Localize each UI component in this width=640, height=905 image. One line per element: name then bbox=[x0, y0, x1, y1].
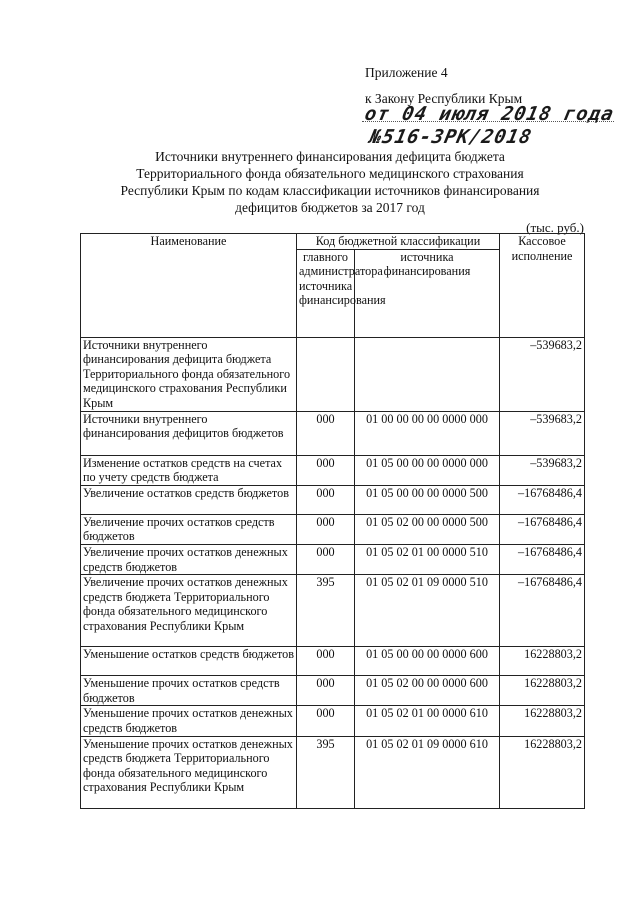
row-admin-code: 000 bbox=[297, 411, 355, 455]
table-row bbox=[81, 485, 585, 514]
table-row bbox=[81, 575, 585, 647]
table-row bbox=[81, 647, 585, 676]
row-amount: –539683,2 bbox=[500, 337, 585, 411]
table-row bbox=[81, 514, 585, 544]
row-admin-code: 000 bbox=[297, 455, 355, 485]
row-admin-code: 000 bbox=[297, 544, 355, 574]
row-admin-code: 000 bbox=[297, 647, 355, 676]
row-name: Уменьшение остатков средств бюджетов bbox=[81, 647, 297, 676]
handwritten-date: от 04 июля 2018 года bbox=[362, 103, 617, 125]
header-name: Наименование bbox=[81, 234, 297, 338]
header-amount: Кассовое исполнение bbox=[500, 234, 585, 338]
row-source-code: 01 00 00 00 00 0000 000 bbox=[355, 411, 500, 455]
row-amount: –539683,2 bbox=[500, 455, 585, 485]
table-row bbox=[81, 455, 585, 485]
row-source-code: 01 05 00 00 00 0000 000 bbox=[355, 455, 500, 485]
row-admin-code: 000 bbox=[297, 676, 355, 706]
row-source-code: 01 05 02 01 09 0000 510 bbox=[355, 575, 500, 647]
header-admin-code: главного администратора источника финансирования bbox=[297, 249, 355, 337]
row-name: Уменьшение прочих остатков денежных средств бюджета Территориального фонда обязательного медицинского страхования Республики Крым bbox=[81, 736, 297, 808]
row-admin-code bbox=[297, 337, 355, 411]
row-admin-code: 395 bbox=[297, 736, 355, 808]
row-amount: –16768486,4 bbox=[500, 544, 585, 574]
appendix-number: Приложение 4 bbox=[365, 65, 448, 80]
row-source-code: 01 05 02 01 00 0000 610 bbox=[355, 706, 500, 736]
financing-sources-table bbox=[80, 233, 585, 809]
row-amount: –16768486,4 bbox=[500, 575, 585, 647]
row-source-code: 01 05 02 01 09 0000 610 bbox=[355, 736, 500, 808]
row-name: Источники внутреннего финансирования дефицитов бюджетов bbox=[81, 411, 297, 455]
appendix-law-reference: к Закону Республики Крым bbox=[365, 91, 523, 106]
row-name: Источники внутреннего финансирования дефицита бюджета Территориального фонда обязательного медицинского страхования Республики Крым bbox=[81, 337, 297, 411]
table-row bbox=[81, 337, 585, 411]
row-name: Уменьшение прочих остатков денежных средств бюджетов bbox=[81, 706, 297, 736]
table-row bbox=[81, 736, 585, 808]
row-amount: –16768486,4 bbox=[500, 485, 585, 514]
row-amount: –539683,2 bbox=[500, 411, 585, 455]
handwritten-law-number: №516-ЗРК/2018 bbox=[367, 126, 535, 148]
row-source-code: 01 05 02 00 00 0000 600 bbox=[355, 676, 500, 706]
row-name: Увеличение прочих остатков денежных средств бюджета Территориального фонда обязательного медицинского страхования Республики Крым bbox=[81, 575, 297, 647]
table-row bbox=[81, 676, 585, 706]
units-label: (тыс. руб.) bbox=[526, 220, 584, 235]
row-name: Изменение остатков средств на счетах по учету средств бюджета bbox=[81, 455, 297, 485]
row-admin-code: 000 bbox=[297, 706, 355, 736]
row-name: Уменьшение прочих остатков средств бюджетов bbox=[81, 676, 297, 706]
title-line: Территориального фонда обязательного медицинского страхования bbox=[136, 166, 524, 181]
table-row bbox=[81, 706, 585, 736]
row-source-code bbox=[355, 337, 500, 411]
row-source-code: 01 05 02 01 00 0000 510 bbox=[355, 544, 500, 574]
row-amount: 16228803,2 bbox=[500, 676, 585, 706]
document-title bbox=[60, 148, 600, 216]
table-row bbox=[81, 411, 585, 455]
table-row bbox=[81, 544, 585, 574]
title-line: Республики Крым по кодам классификации источников финансирования bbox=[120, 183, 540, 198]
row-name: Увеличение прочих остатков средств бюджетов bbox=[81, 514, 297, 544]
row-amount: –16768486,4 bbox=[500, 514, 585, 544]
title-line: Источники внутреннего финансирования дефицита бюджета bbox=[155, 149, 505, 164]
title-line: дефицитов бюджетов за 2017 год bbox=[235, 200, 425, 215]
handwritten-underline bbox=[362, 121, 614, 123]
row-source-code: 01 05 00 00 00 0000 500 bbox=[355, 485, 500, 514]
row-amount: 16228803,2 bbox=[500, 647, 585, 676]
row-amount: 16228803,2 bbox=[500, 736, 585, 808]
header-code-group: Код бюджетной классификации bbox=[297, 234, 500, 250]
row-name: Увеличение прочих остатков денежных средств бюджетов bbox=[81, 544, 297, 574]
row-admin-code: 395 bbox=[297, 575, 355, 647]
row-admin-code: 000 bbox=[297, 514, 355, 544]
row-source-code: 01 05 00 00 00 0000 600 bbox=[355, 647, 500, 676]
table-body bbox=[81, 337, 585, 808]
row-name: Увеличение остатков средств бюджетов bbox=[81, 485, 297, 514]
header-source-code: источника финансирования bbox=[355, 249, 500, 337]
row-amount: 16228803,2 bbox=[500, 706, 585, 736]
row-admin-code: 000 bbox=[297, 485, 355, 514]
row-source-code: 01 05 02 00 00 0000 500 bbox=[355, 514, 500, 544]
